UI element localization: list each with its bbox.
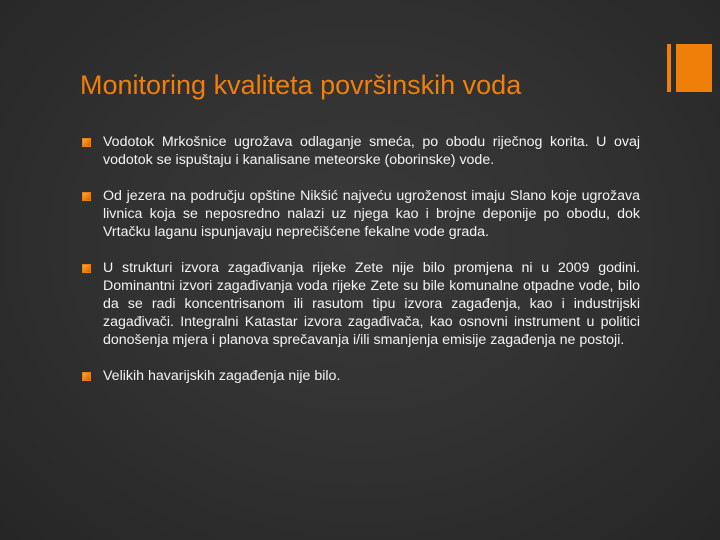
accent-bar [667, 44, 671, 92]
bullet-item [80, 133, 640, 169]
bullet-item [80, 187, 640, 241]
slide-title: Monitoring kvaliteta površinskih voda [80, 70, 522, 100]
bullet-item [80, 259, 640, 349]
bullet-text: Od jezera na području opštine Nikšić najveću ugroženost imaju Slano koje ugrožava livnica koja se neposredno nalazi uz njega kao i brojne deponije po obodu, dok Vrtačku laganu ispunjavaju neprečišćene fekalne vode grada. [103, 188, 640, 240]
bullet-item [80, 367, 640, 385]
square-bullet-icon [82, 138, 91, 147]
accent-block [676, 44, 712, 92]
bullet-text: Velikih havarijskih zagađenja nije bilo. [103, 368, 341, 384]
square-bullet-icon [82, 264, 91, 273]
square-bullet-icon [82, 192, 91, 201]
square-bullet-icon [82, 372, 91, 381]
bullet-list [80, 133, 640, 403]
bullet-text: U strukturi izvora zagađivanja rijeke Zete nije bilo promjena ni u 2009 godini. Dominantni izvori zagađivanja voda rijeke Zete su bile komunalne otpadne vode, bilo da se radi koncentrisanom ili rasutom tipu izvora zagađenja, kao i industrijski zagađivači. Integralni Katastar izvora zagađivača, kao osnovni instrument u politici donošenja mjera i planova sprečavanja i/ili smanjenja emisije zagađenja ne postoji. [103, 260, 640, 348]
bullet-text: Vodotok Mrkošnice ugrožava odlaganje smeća, po obodu riječnog korita. U ovaj vodotok se ispuštaju i kanalisane meteorske (oborinske) vode. [103, 134, 640, 168]
